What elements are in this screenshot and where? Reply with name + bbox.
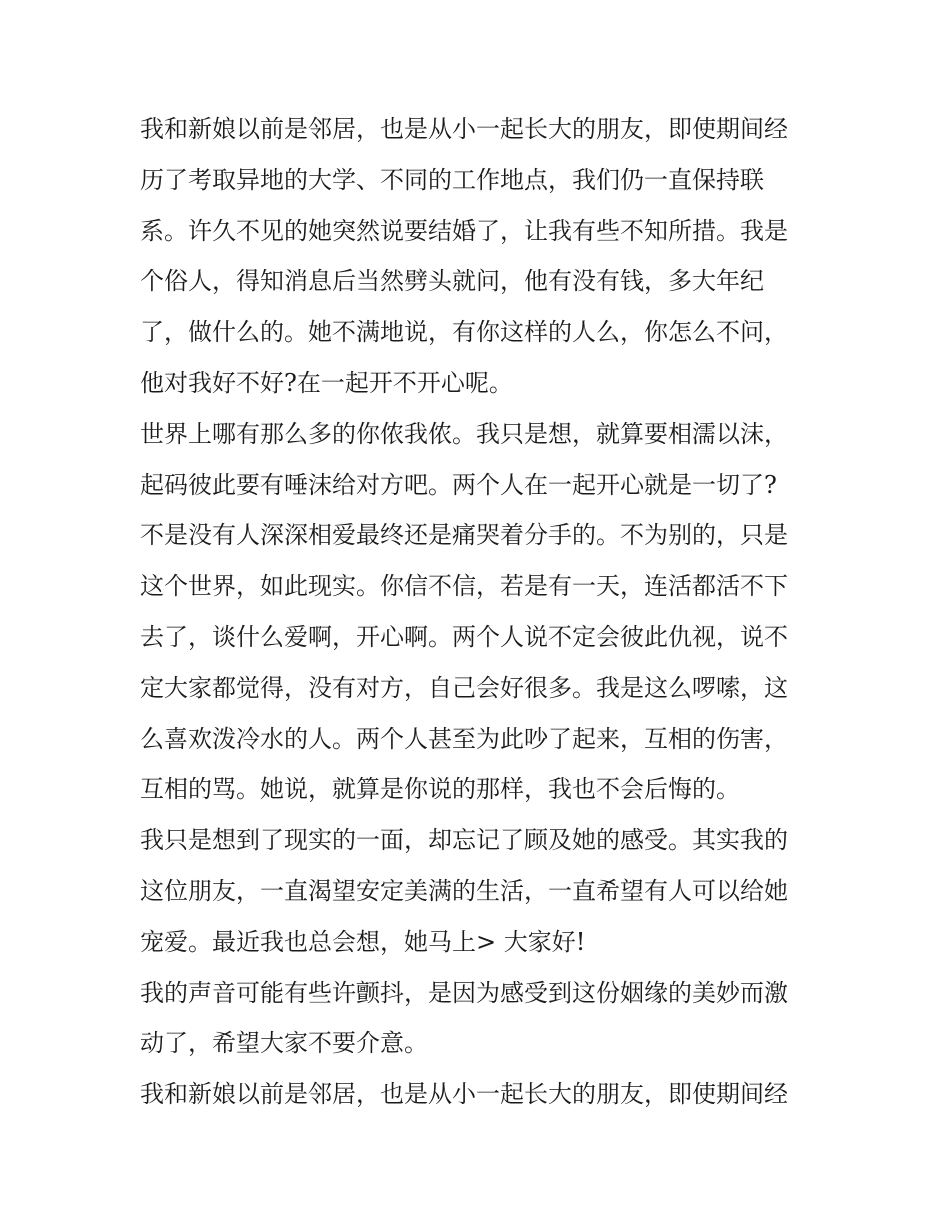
text-line: 动了，希望大家不要介意。	[140, 1029, 428, 1058]
text-line: 去了，谈什么爱啊，开心啊。两个人说不定会彼此仇视，说不	[140, 622, 788, 651]
text-line: 宠爱。最近我也总会想，她马上> 大家好!	[140, 927, 586, 956]
text-line: 这位朋友，一直渴望安定美满的生活，一直希望有人可以给她	[140, 876, 788, 905]
text-line: 世界上哪有那么多的你侬我侬。我只是想，就算要相濡以沫，	[140, 419, 788, 448]
text-line: 么喜欢泼冷水的人。两个人甚至为此吵了起来，互相的伤害，	[140, 724, 788, 753]
text-line: 我只是想到了现实的一面，却忘记了顾及她的感受。其实我的	[140, 826, 788, 855]
body-text	[140, 104, 820, 1120]
text-line: 了，做什么的。她不满地说，有你这样的人么，你怎么不问，	[140, 318, 788, 347]
text-line: 这个世界，如此现实。你信不信，若是有一天，连活都活不下	[140, 572, 788, 601]
text-line: 定大家都觉得，没有对方，自己会好很多。我是这么啰嗦，这	[140, 673, 788, 702]
text-line: 互相的骂。她说，就算是你说的那样，我也不会后悔的。	[140, 775, 740, 804]
text-line: 个俗人，得知消息后当然劈头就问，他有没有钱，多大年纪	[140, 267, 764, 296]
text-line: 我的声音可能有些许颤抖，是因为感受到这份姻缘的美妙而激	[140, 978, 788, 1007]
text-line: 他对我好不好?在一起开不开心呢。	[140, 368, 513, 397]
text-line: 我和新娘以前是邻居，也是从小一起长大的朋友，即使期间经	[140, 115, 788, 143]
text-line: 历了考取异地的大学、不同的工作地点，我们仍一直保持联	[140, 165, 764, 194]
text-line: 不是没有人深深相爱最终还是痛哭着分手的。不为别的，只是	[140, 521, 788, 550]
text-line: 起码彼此要有唾沫给对方吧。两个人在一起开心就是一切了?	[140, 470, 777, 499]
text-line: 系。许久不见的她突然说要结婚了，让我有些不知所措。我是	[140, 216, 788, 245]
text-line: 我和新娘以前是邻居，也是从小一起长大的朋友，即使期间经	[140, 1080, 788, 1109]
